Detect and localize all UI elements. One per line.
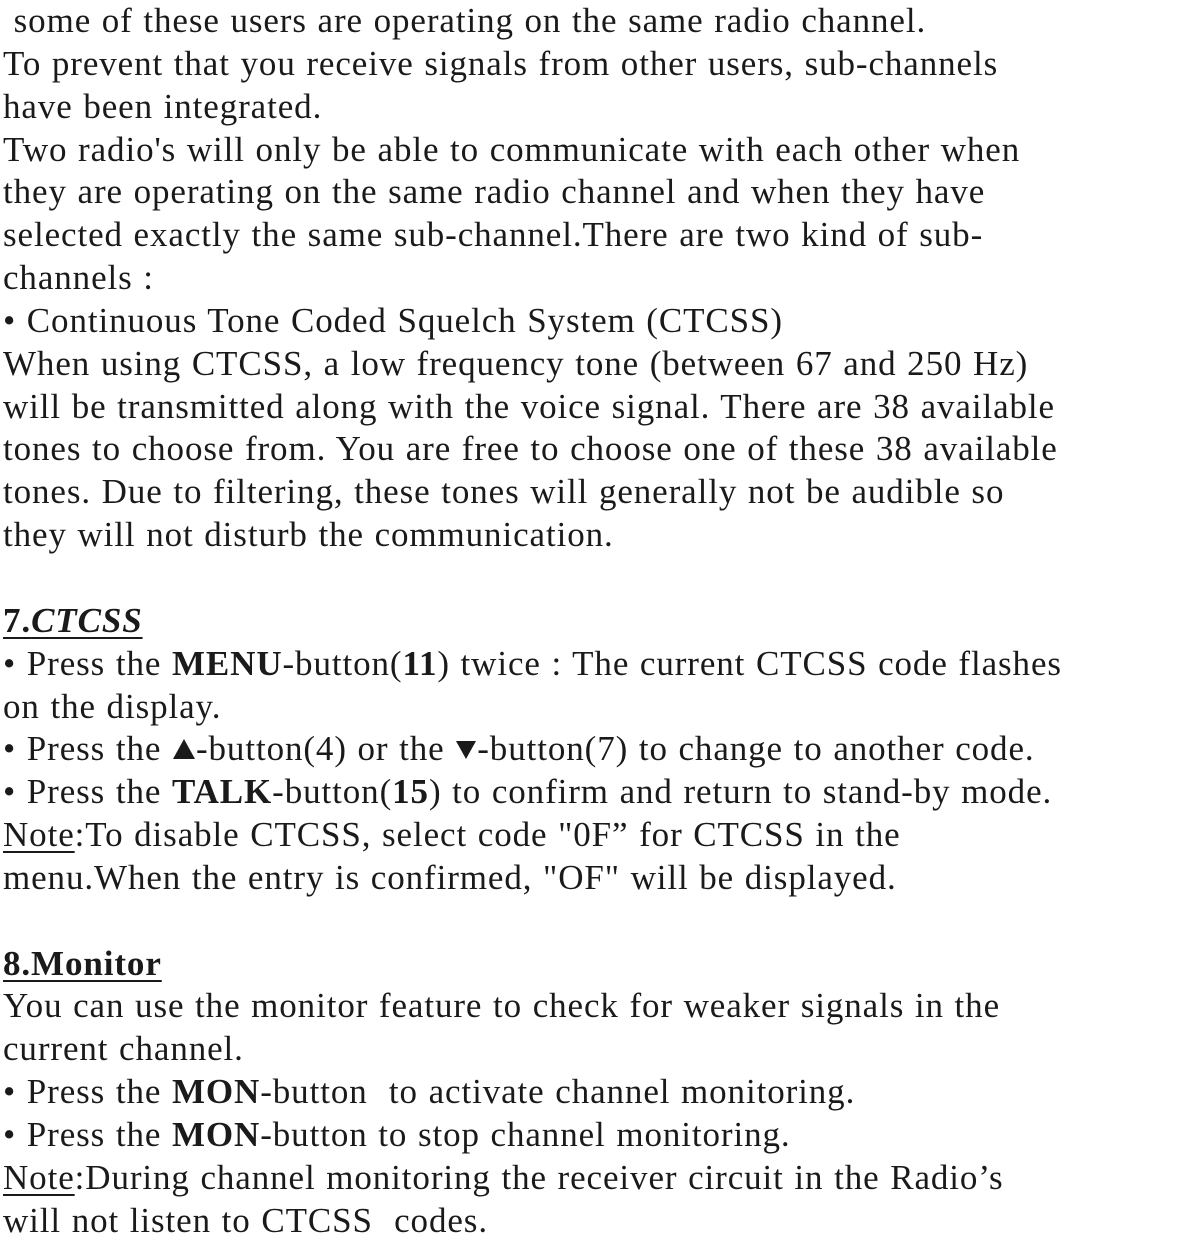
ctcss-step-3 — [3, 771, 1179, 814]
intro-line-13: they will not disturb the communication. — [3, 515, 614, 555]
ctcss-step-3-prefix: • Press the — [3, 772, 172, 812]
monitor-note-cont: will not listen to CTCSS codes. — [3, 1200, 488, 1240]
ctcss-heading-title: CTCSS — [31, 600, 143, 640]
monitor-note — [3, 1157, 1179, 1200]
monitor-note-text: :During channel monitoring the receiver circuit in the Radio’s — [74, 1157, 1004, 1197]
intro-line-9: When using CTCSS, a low frequency tone (between 67 and 250 Hz) — [3, 343, 1029, 383]
intro-line-3: have been integrated. — [3, 86, 323, 126]
intro-line-7: channels : — [3, 258, 154, 298]
spacer — [3, 900, 1179, 943]
monitor-line-2: current channel. — [3, 1029, 244, 1069]
intro-line-11: tones to choose from. You are free to choose one of these 38 available — [3, 429, 1058, 469]
monitor-heading — [3, 943, 1179, 986]
down-triangle-icon — [455, 740, 477, 760]
monitor-step-2-prefix: • Press the — [3, 1114, 172, 1154]
ctcss-step-2-prefix: • Press the — [3, 729, 172, 769]
intro-bullet-ctcss: • Continuous Tone Coded Squelch System (CTCSS) — [3, 300, 783, 340]
ctcss-step-1-mid: -button( — [282, 643, 403, 683]
mon-button-label: MON — [171, 1114, 261, 1154]
ctcss-step-2-mid: -button(4) or the — [195, 729, 456, 769]
monitor-heading-text: 8.Monitor — [3, 943, 162, 983]
ctcss-step-1-cont: on the display. — [3, 686, 222, 726]
up-triangle-icon — [172, 738, 196, 760]
monitor-step-1 — [3, 1071, 1179, 1114]
spacer — [3, 557, 1179, 600]
mon-button-label: MON — [171, 1072, 261, 1112]
monitor-step-1-prefix: • Press the — [3, 1072, 172, 1112]
ctcss-heading-number: 7. — [3, 600, 32, 640]
ctcss-note-label: Note — [3, 815, 75, 855]
intro-line-4: Two radio's will only be able to communicate with each other when — [3, 129, 1021, 169]
talk-button-number: 15 — [392, 772, 429, 812]
ctcss-step-1-suffix: ) twice : The current CTCSS code flashes — [437, 643, 1062, 683]
manual-page — [3, 0, 1179, 1242]
intro-line-10: will be transmitted along with the voice signal. There are 38 available — [3, 386, 1055, 426]
intro-line-2: To prevent that you receive signals from other users, sub-channels — [3, 43, 999, 83]
ctcss-step-3-suffix: ) to confirm and return to stand-by mode. — [428, 772, 1053, 812]
intro-line-5: they are operating on the same radio channel and when they have — [3, 172, 986, 212]
ctcss-step-1 — [3, 643, 1179, 686]
monitor-step-2-suffix: -button to stop channel monitoring. — [260, 1114, 791, 1154]
monitor-step-2 — [3, 1114, 1179, 1157]
ctcss-step-1-prefix: • Press the — [3, 643, 172, 683]
ctcss-step-2-suffix: -button(7) to change to another code. — [477, 729, 1035, 769]
intro-line-12: tones. Due to filtering, these tones will generally not be audible so — [3, 472, 1005, 512]
intro-line-6: selected exactly the same sub-channel.There are two kind of sub- — [3, 215, 984, 255]
ctcss-note-text: :To disable CTCSS, select code "0F” for CTCSS in the — [74, 815, 901, 855]
monitor-line-1: You can use the monitor feature to check for weaker signals in the — [3, 986, 1001, 1026]
ctcss-heading-text — [3, 601, 143, 640]
ctcss-note — [3, 814, 1179, 857]
monitor-step-1-suffix: -button to activate channel monitoring. — [260, 1072, 856, 1112]
ctcss-heading — [3, 600, 1179, 643]
ctcss-step-3-mid: -button( — [272, 772, 393, 812]
menu-button-label: MENU — [171, 643, 283, 683]
menu-button-number: 11 — [402, 643, 438, 683]
intro-line-1: some of these users are operating on the same radio channel. — [3, 1, 927, 40]
monitor-note-label: Note — [3, 1157, 75, 1197]
ctcss-step-2 — [3, 728, 1179, 771]
talk-button-label: TALK — [171, 772, 273, 812]
ctcss-note-cont: menu.When the entry is confirmed, "OF" will be displayed. — [3, 857, 897, 897]
